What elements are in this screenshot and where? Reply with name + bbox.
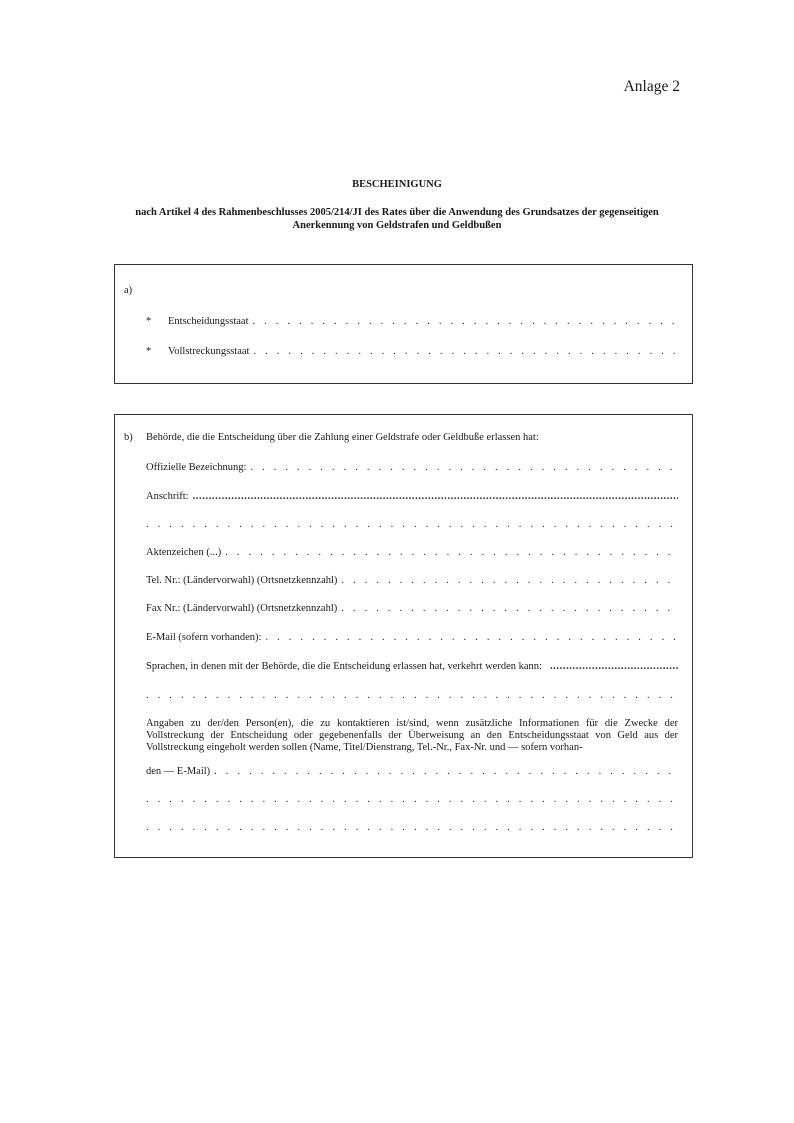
fill-line xyxy=(146,794,678,805)
section-b-label: b) xyxy=(124,432,133,443)
field-sprachen[interactable] xyxy=(146,661,678,675)
fill-line xyxy=(214,766,678,777)
fill-line xyxy=(225,547,678,558)
field-label: Tel. Nr.: (Ländervorwahl) (Ortsnetzkennzahl) xyxy=(146,575,338,586)
fill-line xyxy=(193,491,678,502)
document-title: BESCHEINIGUNG xyxy=(352,179,442,190)
field-kontakt-line-3[interactable] xyxy=(146,822,678,836)
field-email[interactable] xyxy=(146,632,678,646)
field-label: den — E-Mail) xyxy=(146,766,211,777)
section-a-label: a) xyxy=(124,285,133,296)
kontakt-paragraph: Angaben zu der/den Person(en), die zu kontaktieren ist/sind, wenn zusätzliche Informationen für die Zwecke der Vollstreckung der Entscheidung oder gegebenenfalls der Überweisung an den Entscheidungsstaat von Geld aus der Vollstreckung eingeholt werden sollen (Name, Titel/Dienstrang, Tel.-Nr., Fax-Nr. und — sofern vorhan- xyxy=(146,718,678,753)
field-label: Fax Nr.: (Ländervorwahl) (Ortsnetzkennzahl) xyxy=(146,603,338,614)
field-kontakt-line-2[interactable] xyxy=(146,794,678,808)
field-aktenzeichen[interactable] xyxy=(146,547,678,561)
fill-line xyxy=(252,316,678,327)
field-anschrift[interactable] xyxy=(146,491,678,505)
fill-line xyxy=(550,661,678,672)
fill-line xyxy=(146,822,678,833)
field-label: Entscheidungsstaat xyxy=(168,316,249,327)
fill-line xyxy=(250,462,678,473)
field-offizielle-bezeichnung[interactable] xyxy=(146,462,678,476)
field-kontakt-email[interactable] xyxy=(146,766,678,780)
field-tel[interactable] xyxy=(146,575,678,589)
field-entscheidungsstaat[interactable] xyxy=(168,316,678,330)
annex-label: Anlage 2 xyxy=(623,78,680,95)
field-label: E-Mail (sofern vorhanden): xyxy=(146,632,262,643)
fill-line xyxy=(265,632,678,643)
bullet-marker: * xyxy=(146,346,152,357)
fill-line xyxy=(253,346,678,357)
field-fax[interactable] xyxy=(146,603,678,617)
fill-line xyxy=(146,519,678,530)
field-label: Vollstreckungsstaat xyxy=(168,346,250,357)
field-label: Sprachen, in denen mit der Behörde, die die Entscheidung erlassen hat, verkehrt werden kann: xyxy=(146,661,542,672)
field-vollstreckungsstaat[interactable] xyxy=(168,346,678,360)
bullet-marker: * xyxy=(146,316,152,327)
field-sprachen-line-2[interactable] xyxy=(146,690,678,704)
field-label: Offizielle Bezeichnung: xyxy=(146,462,247,473)
section-b-heading: Behörde, die die Entscheidung über die Zahlung einer Geldstrafe oder Geldbuße erlassen hat: xyxy=(146,432,539,443)
fill-line xyxy=(146,690,678,701)
field-label: Aktenzeichen (...) xyxy=(146,547,222,558)
fill-line xyxy=(341,575,678,586)
fill-line xyxy=(341,603,678,614)
document-subtitle: nach Artikel 4 des Rahmenbeschlusses 2005/214/JI des Rates über die Anwendung des Grundsatzes der gegenseitigen Anerkennung von Geldstrafen und Geldbußen xyxy=(135,207,659,231)
field-anschrift-line-2[interactable] xyxy=(146,519,678,533)
field-label: Anschrift: xyxy=(146,491,189,502)
